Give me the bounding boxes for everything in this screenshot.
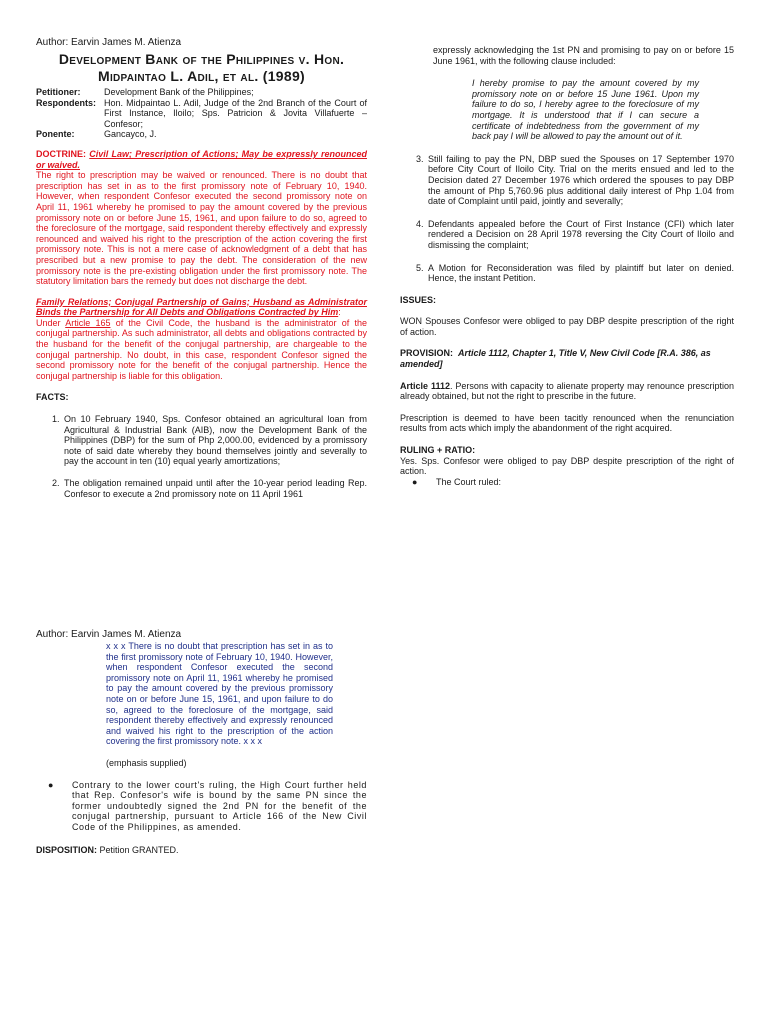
- fact-number: 3.: [416, 153, 424, 164]
- fact-number: 2.: [52, 478, 60, 488]
- family-relations-topic: Family Relations; Conjugal Partnership of Gains; Husband as Administrator Binds the Partnership for All Debts and Obligations Contracted by Him: [36, 296, 367, 318]
- fact-item-3: [400, 154, 734, 207]
- provision-citation: Article 1112, Chapter 1, Title V, New Civil Code [R.A. 386, as amended]: [400, 348, 711, 370]
- page1-left-column: [36, 37, 367, 499]
- issues-label: ISSUES:: [400, 294, 437, 305]
- fact-item-1: [36, 414, 367, 467]
- petitioner-row: [36, 87, 367, 98]
- wife-bound-text: Contrary to the lower court's ruling, the High Court further held that Rep. Confesor's wife is bound by the same PN since the former undoubtedly signed the 2nd PN for the benefit of the conjugal partnership, pursuant to Article 166 of the New Civil Code of the Philippines, as amended.: [72, 779, 367, 832]
- family-relations-text: Under Article 165 of the Civil Code, the husband is the administrator of the conjugal partnership. As such administrator, all debts and obligations contracted by the husband for the benefit of the conjugal partnership, are chargeable to the conjugal partnership. No doubt, in this case, respondent Confesor signed the second promissory note for the benefit of the conjugal partnership. Hence the conjugal partnership is liable for this obligation.: [36, 317, 367, 381]
- facts-label: FACTS:: [36, 392, 69, 403]
- fact-item-2: [36, 478, 367, 499]
- article-165-link: Article 165: [65, 317, 111, 328]
- meta-label: Respondents:: [36, 97, 97, 108]
- fact-number: 4.: [416, 218, 424, 229]
- court-quote: x x x There is no doubt that prescription has set in as to the first promissory note of February 10, 1940. However, when respondent Confesor executed the second promissory note on April 11, 1961 whereby he promised to pay the amount covered by the previous promissory note on or before June 15, 1961, and upon failure to do so, agreed to the foreclosure of the mortgage, said respondent thereby effectively and expressly renounced and waived his right to the prescription of the action covering the first promissory note. x x x: [106, 641, 333, 747]
- prescription-text: Prescription is deemed to have been tacitly renounced when the renunciation results from acts which imply the abandonment of the right acquired.: [400, 412, 734, 434]
- court-ruled-bullet: [400, 477, 734, 488]
- meta-label: Ponente:: [36, 129, 75, 140]
- respondents-row: [36, 98, 367, 130]
- wife-bound-bullet: [36, 780, 367, 833]
- meta-value: Gancayco, J.: [104, 129, 157, 140]
- fact-text: Defendants appealed before the Court of First Instance (CFI) which later rendered a Decision on 28 April 1978 reversing the City Court of Iloilo and dismissing the complaint;: [428, 218, 734, 250]
- fact-item-4: [400, 219, 734, 251]
- fact-text: A Motion for Reconsideration was filed by plaintiff but later on denied. Hence, the instant Petition.: [428, 262, 734, 284]
- case-meta-table: [36, 87, 367, 140]
- page2-author-line: Author: Earvin James M. Atienza: [36, 629, 182, 640]
- case-title-line2: Midpaintao L. Adil, et al. (1989): [97, 68, 306, 84]
- ruling-label: RULING + RATIO:: [400, 445, 476, 456]
- fact-text: On 10 February 1940, Sps. Confesor obtained an agricultural loan from Agricultural & Industrial Bank (AIB), now the Development Bank of the Philippines (DBP) for the sum of Php 2,000.00, evidenced by a promissory note of said date whereby they bound themselves jointly and severally to pay the account in ten (10) equal yearly amortizations;: [64, 414, 367, 467]
- doctrine-heading: [36, 149, 367, 170]
- ruling-text: Yes. Sps. Confesor were obliged to pay DBP despite prescription of the right of action.: [400, 455, 734, 477]
- fact-item-5: [400, 263, 734, 284]
- fact-number: 1.: [52, 414, 60, 425]
- doctrine-label: DOCTRINE:: [36, 148, 86, 159]
- provision-label: PROVISION:: [400, 348, 454, 359]
- article-1112-text: Article 1112. Persons with capacity to alienate property may renounce prescription already obtained, but not the right to prescribe in the future.: [400, 380, 734, 402]
- fact-2-continued: expressly acknowledging the 1st PN and promising to pay on or before 15 June 1961, with the following clause included:: [433, 45, 734, 66]
- article-1112-label: Article 1112: [400, 380, 450, 391]
- issues-text: WON Spouses Confesor were obliged to pay DBP despite prescription of the right of action.: [400, 316, 734, 337]
- disposition-text: Petition GRANTED.: [99, 844, 179, 855]
- fact-text: Still failing to pay the PN, DBP sued the Spouses on 17 September 1970 before City Court of Iloilo City. Trial on the merits ensued and led to the Decision dated 27 December 1976 which ordered the spouses to pay DBP the amount of Php 5,760.96 plus additional daily interest of Php 1.04 from date of Complaint until paid, jointly and severally;: [428, 153, 734, 207]
- author-line: Author: Earvin James M. Atienza: [36, 37, 182, 48]
- meta-label: Petitioner:: [36, 87, 81, 97]
- promissory-clause-quote: I hereby promise to pay the amount covered by my promissory note on or before 15 June 1961. Upon my failure to do so, I hereby agree to the foreclosure of my mortgage. It is understood that if I can secure a certificate of indebtedness from the government of my back pay I will be allowed to pay the amount out of it.: [472, 78, 699, 142]
- meta-value: Hon. Midpaintao L. Adil, Judge of the 2nd Branch of the Court of First Instance, Iloilo; Sps. Patricion & Jovita Villafuerte – Confesor;: [104, 97, 367, 129]
- disposition-line: [36, 845, 367, 856]
- bullet-icon: ●: [48, 779, 54, 790]
- page1-right-column: [400, 45, 734, 487]
- doctrine-text: The right to prescription may be waived or renounced. There is no doubt that prescription has set in as to the first promissory note of February 10, 1940. However, when respondent Confesor executed the second promissory note on April 11, 1961 whereby he promised to pay the amount covered by the previous promissory note on or before June 15, 1961, and upon failure to do so, agreed to the foreclosure of the mortgage, said respondent thereby effectively and expressly renounced and waived his right to the prescription of the action covering the first promissory note. This is not a mere case of acknowledgment of a debt that has prescribed but a new promise to pay the debt. The consideration of the new promissory note is the pre-existing obligation under the first promissory note. The statutory limitation bars the remedy but does not discharge the debt.: [36, 170, 367, 287]
- court-ruled-text: The Court ruled:: [436, 476, 502, 487]
- fact-number: 5.: [416, 262, 424, 273]
- disposition-label: DISPOSITION:: [36, 844, 98, 855]
- ponente-row: [36, 129, 367, 140]
- meta-value: Development Bank of the Philippines;: [104, 87, 254, 97]
- bullet-icon: ●: [412, 476, 418, 487]
- emphasis-note: (emphasis supplied): [106, 757, 187, 768]
- case-title-line1: Development Bank of the Philippines v. Hon.: [58, 51, 345, 67]
- fact-text: The obligation remained unpaid until after the 10-year period leading Rep. Confesor to execute a 2nd promissory note on 11 April 1961: [64, 478, 367, 499]
- doctrine-topic: Civil Law; Prescription of Actions; May be expressly renounced or waived.: [36, 148, 367, 170]
- family-relations-heading: Family Relations; Conjugal Partnership of Gains; Husband as Administrator Binds the Partnership for All Debts and Obligations Contracted by Him:: [36, 296, 367, 318]
- provision-line: [400, 348, 734, 369]
- page2-column: [36, 629, 367, 855]
